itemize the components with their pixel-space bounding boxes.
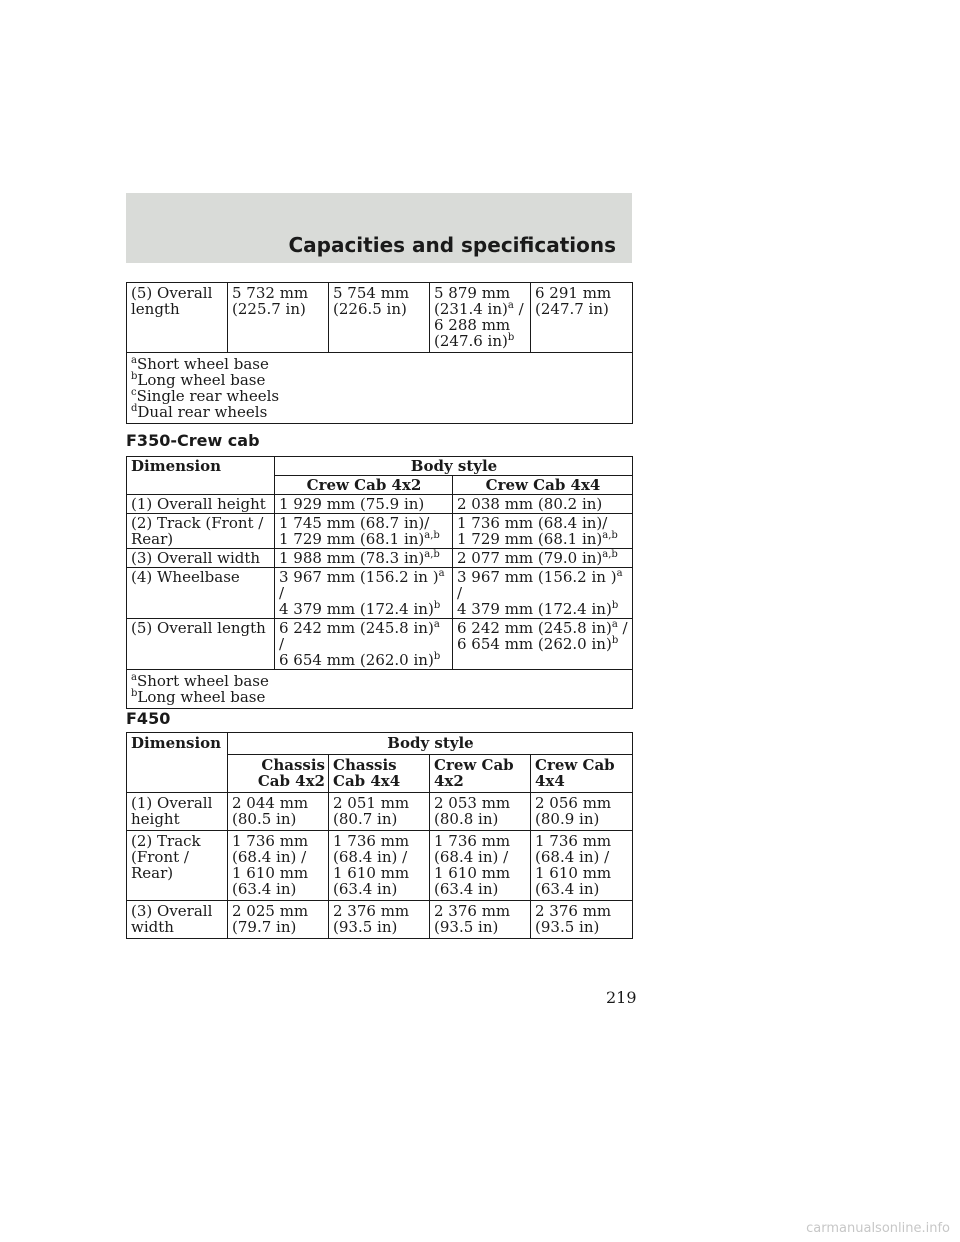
table-cell: 5 732 mm (225.7 in) <box>228 283 329 353</box>
table-cell: 2 376 mm (93.5 in) <box>531 901 633 939</box>
overall-length-table <box>126 282 633 424</box>
table-cell: 1 929 mm (75.9 in) <box>275 495 453 514</box>
row-label: (1) Overall height <box>127 793 228 831</box>
table-cell: 1 736 mm (68.4 in) / 1 610 mm (63.4 in) <box>531 831 633 901</box>
row-label: (4) Wheelbase <box>127 568 275 619</box>
table-cell: 2 056 mm (80.9 in) <box>531 793 633 831</box>
table-cell: 1 745 mm (68.7 in)/ 1 729 mm (68.1 in)$^{a,b}$ <box>275 514 453 549</box>
table-cell: 6 242 mm (245.8 in)$^a$ / 6 654 mm (262.0 in)$^b$ <box>453 619 633 670</box>
f350-table <box>126 456 633 709</box>
table-row <box>127 901 633 939</box>
table-row <box>127 619 633 670</box>
table-cell: 2 053 mm (80.8 in) <box>430 793 531 831</box>
footnote-row <box>127 670 633 709</box>
row-label: (1) Overall height <box>127 495 275 514</box>
footnote: $^b$Long wheel base <box>131 688 266 706</box>
watermark: carmanualsonline.info <box>806 1221 950 1236</box>
table-row <box>127 549 633 568</box>
row-label: (2) Track (Front / Rear) <box>127 831 228 901</box>
table-cell: 2 044 mm (80.5 in) <box>228 793 329 831</box>
table-cell: 1 736 mm (68.4 in) / 1 610 mm (63.4 in) <box>228 831 329 901</box>
table-row <box>127 793 633 831</box>
footnotes <box>127 670 633 709</box>
table-cell: 6 242 mm (245.8 in)$^a$ / 6 654 mm (262.0 in)$^b$ <box>275 619 453 670</box>
f450-heading: F450 <box>126 709 171 728</box>
header-row <box>127 733 633 755</box>
page-number: 219 <box>606 988 637 1007</box>
table-cell: 5 754 mm (226.5 in) <box>329 283 430 353</box>
header-row <box>127 457 633 476</box>
f450-table <box>126 732 633 939</box>
table-cell: 2 376 mm (93.5 in) <box>329 901 430 939</box>
row-label: (5) Overall length <box>127 283 228 353</box>
table-cell: 2 051 mm (80.7 in) <box>329 793 430 831</box>
table-cell: 2 376 mm (93.5 in) <box>430 901 531 939</box>
dimension-header: Dimension <box>127 733 228 793</box>
table-cell: 5 879 mm (231.4 in)$^a$ / 6 288 mm (247.6 in)$^b$ <box>430 283 531 353</box>
column-header: Crew Cab 4x4 <box>453 476 633 495</box>
row-label: (3) Overall width <box>127 901 228 939</box>
footnote: $^a$Short wheel base <box>131 355 269 373</box>
table-row <box>127 495 633 514</box>
table-row <box>127 831 633 901</box>
footnote: $^d$Dual rear wheels <box>131 403 268 421</box>
footnote: $^b$Long wheel base <box>131 371 266 389</box>
table-cell: 1 988 mm (78.3 in)$^{a,b}$ <box>275 549 453 568</box>
body-style-header: Body style <box>275 457 633 476</box>
table-cell: 2 077 mm (79.0 in)$^{a,b}$ <box>453 549 633 568</box>
table-cell: 3 967 mm (156.2 in )$^a$ / 4 379 mm (172.4 in)$^b$ <box>275 568 453 619</box>
column-header: Chassis Cab 4x2 <box>228 755 329 793</box>
table-cell: 1 736 mm (68.4 in)/ 1 729 mm (68.1 in)$^{a,b}$ <box>453 514 633 549</box>
table-cell: 1 736 mm (68.4 in) / 1 610 mm (63.4 in) <box>430 831 531 901</box>
row-label: (2) Track (Front / Rear) <box>127 514 275 549</box>
column-header: Crew Cab 4x4 <box>531 755 633 793</box>
table-row <box>127 283 633 353</box>
section-title: Capacities and specifications <box>288 233 616 257</box>
table-cell: 2 038 mm (80.2 in) <box>453 495 633 514</box>
row-label: (3) Overall width <box>127 549 275 568</box>
table-row <box>127 514 633 549</box>
header-band <box>126 193 632 263</box>
dimension-header: Dimension <box>127 457 275 495</box>
row-label: (5) Overall length <box>127 619 275 670</box>
column-header: Chassis Cab 4x4 <box>329 755 430 793</box>
f350-heading: F350-Crew cab <box>126 431 260 450</box>
table-cell: 3 967 mm (156.2 in )$^a$ / 4 379 mm (172.4 in)$^b$ <box>453 568 633 619</box>
column-header: Crew Cab 4x2 <box>275 476 453 495</box>
table-cell: 6 291 mm (247.7 in) <box>531 283 633 353</box>
footnote: $^c$Single rear wheels <box>131 387 280 405</box>
footnote: $^a$Short wheel base <box>131 672 269 690</box>
table-cell: 2 025 mm (79.7 in) <box>228 901 329 939</box>
table-row <box>127 568 633 619</box>
body-style-header: Body style <box>228 733 633 755</box>
table-cell: 1 736 mm (68.4 in) / 1 610 mm (63.4 in) <box>329 831 430 901</box>
column-header: Crew Cab 4x2 <box>430 755 531 793</box>
footnote-row <box>127 353 633 424</box>
footnotes <box>127 353 633 424</box>
